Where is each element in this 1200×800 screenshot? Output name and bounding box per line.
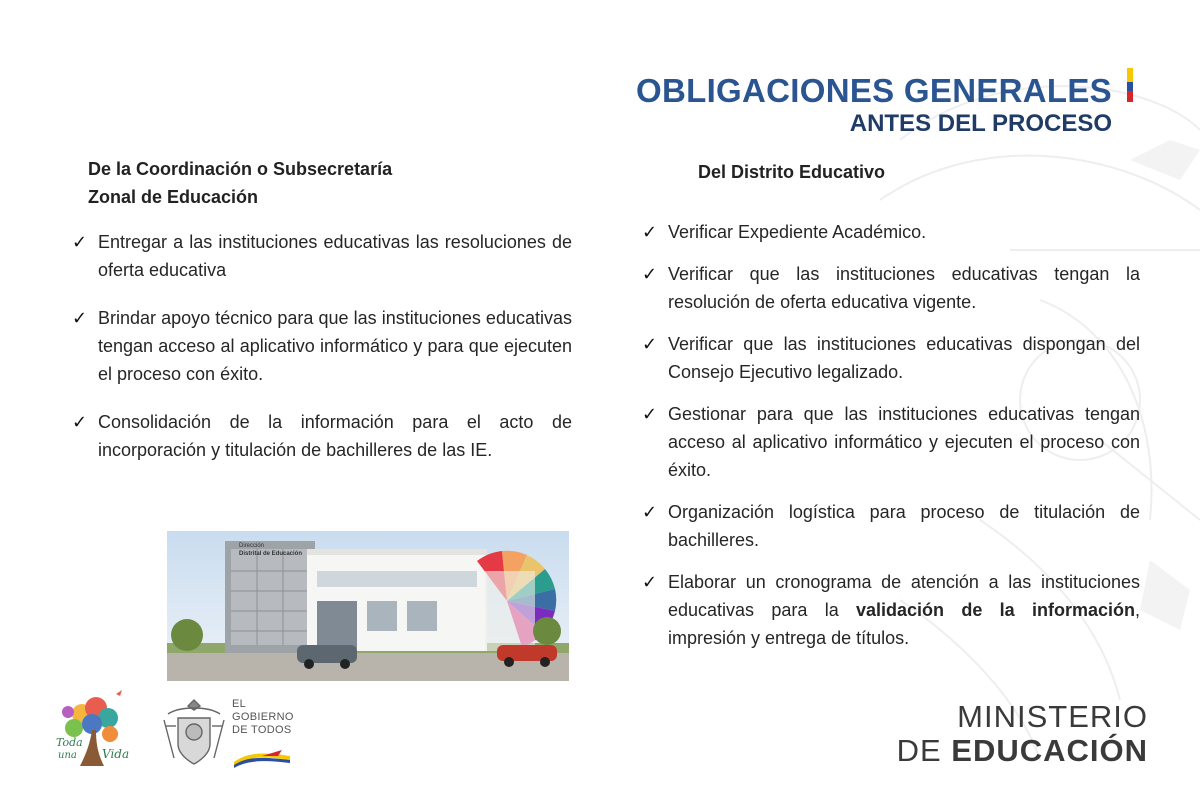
list-item: ✓ Verificar que las instituciones educativas dispongan del Consejo Ejecutivo legalizado. bbox=[638, 330, 1140, 386]
checkmark-icon: ✓ bbox=[642, 572, 658, 592]
checkmark-icon: ✓ bbox=[642, 264, 658, 284]
list-item: ✓ Brindar apoyo técnico para que las instituciones educativas tengan acceso al aplicativo informático y para que ejecuten el proceso con éxito. bbox=[68, 304, 572, 388]
building-sign-line1: Dirección bbox=[239, 543, 265, 549]
gobierno-de-todos-text bbox=[232, 698, 294, 737]
list-item: ✓ Verificar que las instituciones educativas tengan la resolución de oferta educativa vigente. bbox=[638, 260, 1140, 316]
left-heading-line1: De la Coordinación o Subsecretaría bbox=[88, 159, 393, 179]
ribbon-flag-icon bbox=[232, 748, 292, 768]
ministerio-line2: DE EDUCACIÓN bbox=[896, 733, 1148, 768]
vida-word-vida: Vida bbox=[102, 747, 130, 761]
checkmark-icon: ✓ bbox=[642, 502, 658, 522]
gobierno-line1: EL bbox=[232, 698, 247, 710]
vida-word-una: una bbox=[58, 750, 77, 761]
list-item: ✓ Elaborar un cronograma de atención a las instituciones educativas para la validación de la información, impresión y entrega de títulos. bbox=[638, 568, 1140, 652]
flag-accent-bar bbox=[1127, 68, 1133, 102]
building-sign-line2: Distrital de Educación bbox=[239, 551, 303, 557]
ministerio-line1: MINISTERIO bbox=[957, 699, 1148, 734]
checkmark-icon: ✓ bbox=[642, 222, 658, 242]
gobierno-line2: GOBIERNO bbox=[232, 711, 294, 723]
checkmark-icon: ✓ bbox=[642, 334, 658, 354]
toda-una-vida-logo bbox=[52, 688, 134, 772]
ministerio-de-educacion-logo bbox=[897, 700, 1148, 768]
list-item: ✓ Entregar a las instituciones educativas las resoluciones de oferta educativa bbox=[68, 228, 572, 284]
vida-word-toda: Toda bbox=[56, 736, 83, 749]
checkmark-icon: ✓ bbox=[72, 308, 88, 328]
checkmark-icon: ✓ bbox=[72, 412, 88, 432]
list-item: ✓ Organización logística para proceso de titulación de bachilleres. bbox=[638, 498, 1140, 554]
right-obligations-list bbox=[638, 218, 1140, 666]
left-obligations-list bbox=[68, 228, 572, 484]
list-item: ✓ Consolidación de la información para el acto de incorporación y titulación de bachilleres de las IE. bbox=[68, 408, 572, 464]
coat-of-arms-icon bbox=[160, 696, 228, 770]
list-item: ✓ Gestionar para que las instituciones educativas tengan acceso al aplicativo informático y ejecuten el proceso con éxito. bbox=[638, 400, 1140, 484]
checkmark-icon: ✓ bbox=[72, 232, 88, 252]
checkmark-icon: ✓ bbox=[642, 404, 658, 424]
left-heading-line2: Zonal de Educación bbox=[88, 187, 259, 207]
gobierno-line3: DE TODOS bbox=[232, 724, 292, 736]
district-building-photo bbox=[167, 531, 569, 681]
left-column-heading bbox=[88, 155, 548, 211]
slide-subtitle: ANTES DEL PROCESO bbox=[849, 110, 1112, 137]
right-column-heading: Del Distrito Educativo bbox=[698, 162, 886, 182]
slide-title: OBLIGACIONES GENERALES bbox=[636, 72, 1112, 109]
list-item: ✓ Verificar Expediente Académico. bbox=[638, 218, 1140, 246]
